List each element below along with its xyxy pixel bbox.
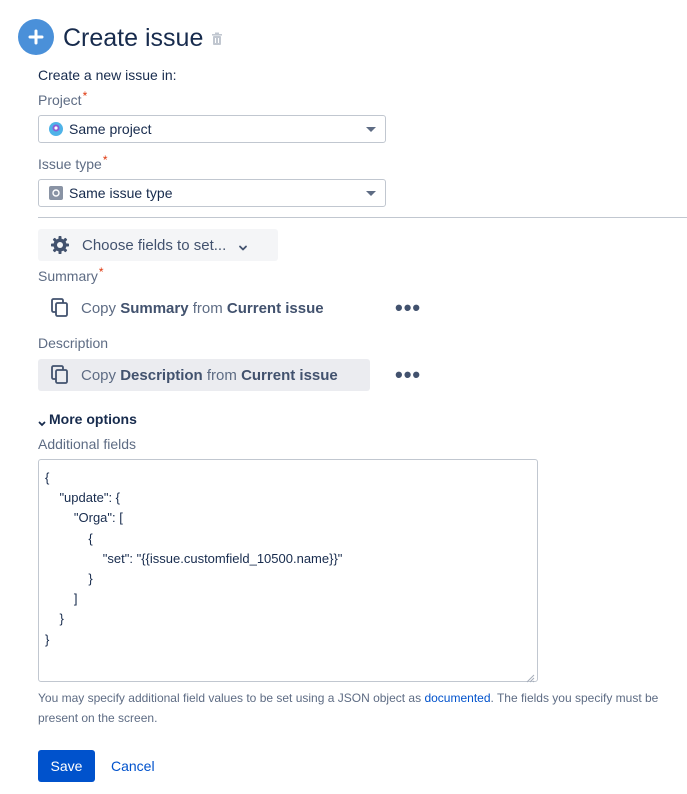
summary-copy-field[interactable] — [38, 292, 370, 324]
additional-fields-value[interactable]: { "update": { "Orga": [ { "set": "{{issue.customfield_10500.name}}" } ] } } — [45, 470, 343, 647]
chevron-down-icon — [366, 191, 376, 196]
plus-icon — [28, 29, 44, 45]
cancel-button[interactable]: Cancel — [111, 758, 155, 774]
more-options-toggle[interactable] — [38, 411, 137, 427]
description-label: Description — [38, 335, 109, 351]
intro-text: Create a new issue in: — [38, 67, 177, 83]
resize-handle-icon[interactable] — [526, 670, 535, 679]
issue-type-icon — [49, 186, 63, 200]
summary-label-text: Summary — [38, 268, 98, 284]
description-copy-field[interactable] — [38, 359, 370, 391]
page-title: Create issue — [63, 24, 204, 52]
section-divider — [38, 217, 687, 218]
chevron-down-icon — [366, 127, 376, 132]
additional-fields-textarea[interactable] — [38, 459, 538, 682]
create-issue-icon — [18, 19, 54, 55]
chevron-down-icon — [38, 415, 46, 423]
issue-type-label — [38, 153, 108, 172]
copy-field-name: Summary — [120, 299, 189, 317]
help-text-after: . The fields you specify must be present on the screen. — [38, 691, 659, 725]
copy-icon — [51, 365, 69, 385]
project-avatar-icon — [49, 122, 63, 136]
choose-fields-label: Choose fields to set... — [82, 236, 227, 254]
save-button[interactable]: Save — [38, 750, 95, 782]
copy-source: Current issue — [226, 299, 324, 317]
required-mark: * — [102, 153, 108, 167]
required-mark: * — [98, 265, 104, 279]
required-mark: * — [82, 89, 88, 103]
more-actions-icon[interactable]: ••• — [395, 295, 422, 320]
copy-icon — [51, 298, 69, 318]
issue-type-select[interactable] — [38, 179, 386, 207]
copy-from: from — [192, 299, 223, 317]
project-label-text: Project — [38, 92, 82, 108]
summary-label — [38, 265, 104, 284]
issue-type-label-text: Issue type — [38, 156, 102, 172]
gear-icon — [50, 235, 70, 255]
chevron-down-icon — [238, 240, 248, 250]
documented-link[interactable]: documented — [424, 691, 491, 705]
help-text-before: You may specify additional field values to be set using a JSON object as — [38, 691, 425, 705]
copy-prefix: Copy — [81, 366, 117, 384]
more-actions-icon[interactable]: ••• — [395, 362, 422, 387]
copy-prefix: Copy — [81, 299, 117, 317]
more-options-label: More options — [49, 411, 137, 427]
trash-icon[interactable] — [209, 31, 225, 47]
choose-fields-button[interactable] — [38, 229, 278, 261]
help-text — [38, 688, 678, 728]
project-label — [38, 89, 88, 108]
copy-field-name: Description — [120, 366, 203, 384]
project-select[interactable] — [38, 115, 386, 143]
additional-fields-label: Additional fields — [38, 436, 137, 452]
copy-source: Current issue — [241, 366, 338, 384]
project-value: Same project — [69, 121, 152, 137]
copy-from: from — [206, 366, 237, 384]
issue-type-value: Same issue type — [69, 185, 173, 201]
